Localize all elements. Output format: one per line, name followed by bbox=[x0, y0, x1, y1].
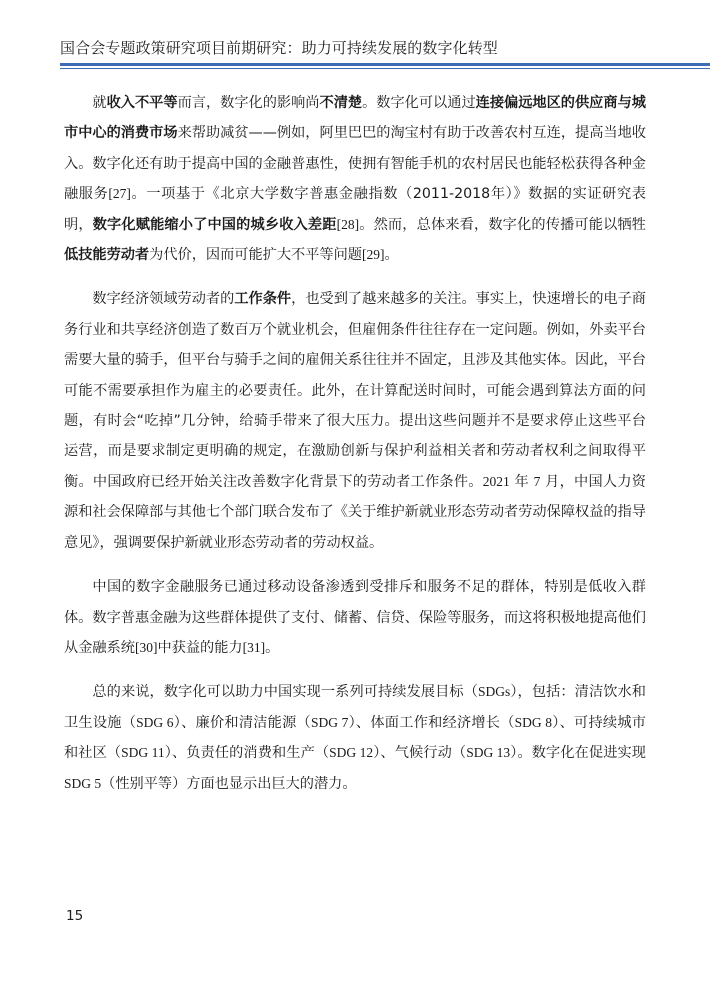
latin-run: SDGs bbox=[478, 684, 511, 700]
header-rule-thin bbox=[60, 68, 710, 69]
bold-phrase: 连接偏远地区的供应商与城市中心的消费市场 bbox=[64, 95, 646, 142]
text-run: ）、气候行动（ bbox=[373, 745, 467, 762]
page-number: 15 bbox=[66, 908, 84, 924]
text-run: 就 bbox=[92, 95, 107, 111]
text-run: 数字经济领域劳动者的 bbox=[92, 291, 235, 308]
text-run: ）、负责任的消费和生产（ bbox=[164, 745, 330, 762]
page-header bbox=[60, 38, 660, 58]
bold-phrase: 低技能劳动者 bbox=[64, 247, 150, 264]
text-run: 来帮助减贫——例如，阿里巴巴的淘宝村有助于改善农村互连，提高当地收入。数字化还有助于提高中国的金融普惠性，使拥有智能手机的农村居民也能轻松获得各种金融服务 bbox=[64, 125, 646, 203]
latin-run: SDG 6 bbox=[136, 714, 174, 730]
latin-run: [30] bbox=[134, 639, 158, 655]
latin-run: [28] bbox=[336, 216, 360, 232]
bold-phrase: 收入不平等 bbox=[106, 95, 178, 111]
paragraph-income-inequality bbox=[64, 88, 646, 270]
latin-run: [31] bbox=[242, 639, 266, 655]
text-run: 总的来说，数字化可以助力中国实现一系列可持续发展目标（ bbox=[92, 684, 478, 701]
latin-run: 7 bbox=[533, 473, 541, 489]
text-run: ）、体面工作和经济增长（ bbox=[348, 714, 515, 731]
paragraph-digital-finance bbox=[64, 572, 646, 663]
header-rule bbox=[60, 63, 710, 66]
latin-run: SDG 8 bbox=[514, 714, 553, 730]
paragraph-sdgs bbox=[64, 677, 646, 799]
latin-run: SDG 12 bbox=[329, 745, 374, 761]
text-run: ），包括：清洁饮水和卫生设施（ bbox=[64, 684, 646, 731]
bold-phrase: 工作条件 bbox=[234, 291, 292, 308]
text-run: ）。数字化在促进实现 bbox=[510, 745, 646, 762]
text-run: （性别平等）方面也显示出巨大的潜力。 bbox=[101, 775, 357, 792]
text-run: 中获益的能力 bbox=[157, 639, 243, 656]
latin-run: [29] bbox=[361, 247, 385, 263]
latin-run: 2021 bbox=[482, 473, 510, 489]
latin-run: SDG 13 bbox=[466, 745, 511, 761]
text-run: 。 bbox=[265, 639, 280, 656]
latin-run: SDG 7 bbox=[310, 714, 349, 730]
text-run: 月，中国人力资源和社会保障部与其他七个部门联合发布了《关于维护新就业形态劳动者劳动保障权益的指导意见》，强调要保护新就业形态劳动者的劳动权益。 bbox=[64, 473, 646, 551]
body-text bbox=[64, 88, 646, 813]
text-run: 。然而，总体来看，数字化的传播可能以牺牲 bbox=[359, 216, 646, 233]
text-run: 中国的数字金融服务已通过移动设备渗透到受排斥和服务不足的群体，特别是低收入群体。数字普惠金融为这些群体提供了支付、储蓄、信贷、保险等服务，而这将积极地提高他们从金融系统 bbox=[64, 579, 646, 656]
text-run: 年 bbox=[509, 473, 534, 490]
bold-phrase: 数字化赋能缩小了中国的城乡收入差距 bbox=[92, 216, 337, 233]
text-run: 。一项基于《北京大学数字普惠金融指数（2011-2018年）》数据的实证研究表明， bbox=[64, 186, 646, 233]
text-run: 。 bbox=[384, 247, 399, 264]
text-run: 为代价，因而可能扩大不平等问题 bbox=[149, 247, 362, 264]
latin-run: SDG 11 bbox=[121, 745, 165, 761]
latin-run: SDG 5 bbox=[64, 775, 102, 791]
text-run: 而言，数字化的影响尚 bbox=[177, 95, 320, 111]
text-run: ）、可持续城市和社区（ bbox=[64, 714, 646, 762]
header-title: 国合会专题政策研究项目前期研究：助力可持续发展的数字化转型 bbox=[60, 39, 498, 57]
latin-run: [27] bbox=[108, 186, 131, 202]
text-run: ，也受到了越来越多的关注。事实上，快速增长的电子商务行业和共享经济创造了数百万个就业机会，但雇佣条件往往存在一定问题。例如，外卖平台需要大量的骑手，但平台与骑手之间的雇佣关系往往并不固定，且涉及其他实体。因此，平台可能不需要承担作为雇主的必要责任。此外，在计算配送时间时，可能会遇到算法方面的问题，有时会“吃掉”几分钟，给骑手带来了很大压力。提出这些问题并不是要求停止这些平台运营，而是要求制定更明确的规定，在激励创新与保护利益相关者和劳动者权利之间取得平衡。中国政府已经开始关注改善数字化背景下的劳动者工作条件。 bbox=[64, 291, 646, 490]
paragraph-working-conditions bbox=[64, 284, 646, 558]
text-run: 。数字化可以通过 bbox=[362, 95, 476, 111]
bold-phrase: 不清楚 bbox=[319, 95, 363, 111]
text-run: ）、廉价和清洁能源（ bbox=[173, 714, 311, 731]
